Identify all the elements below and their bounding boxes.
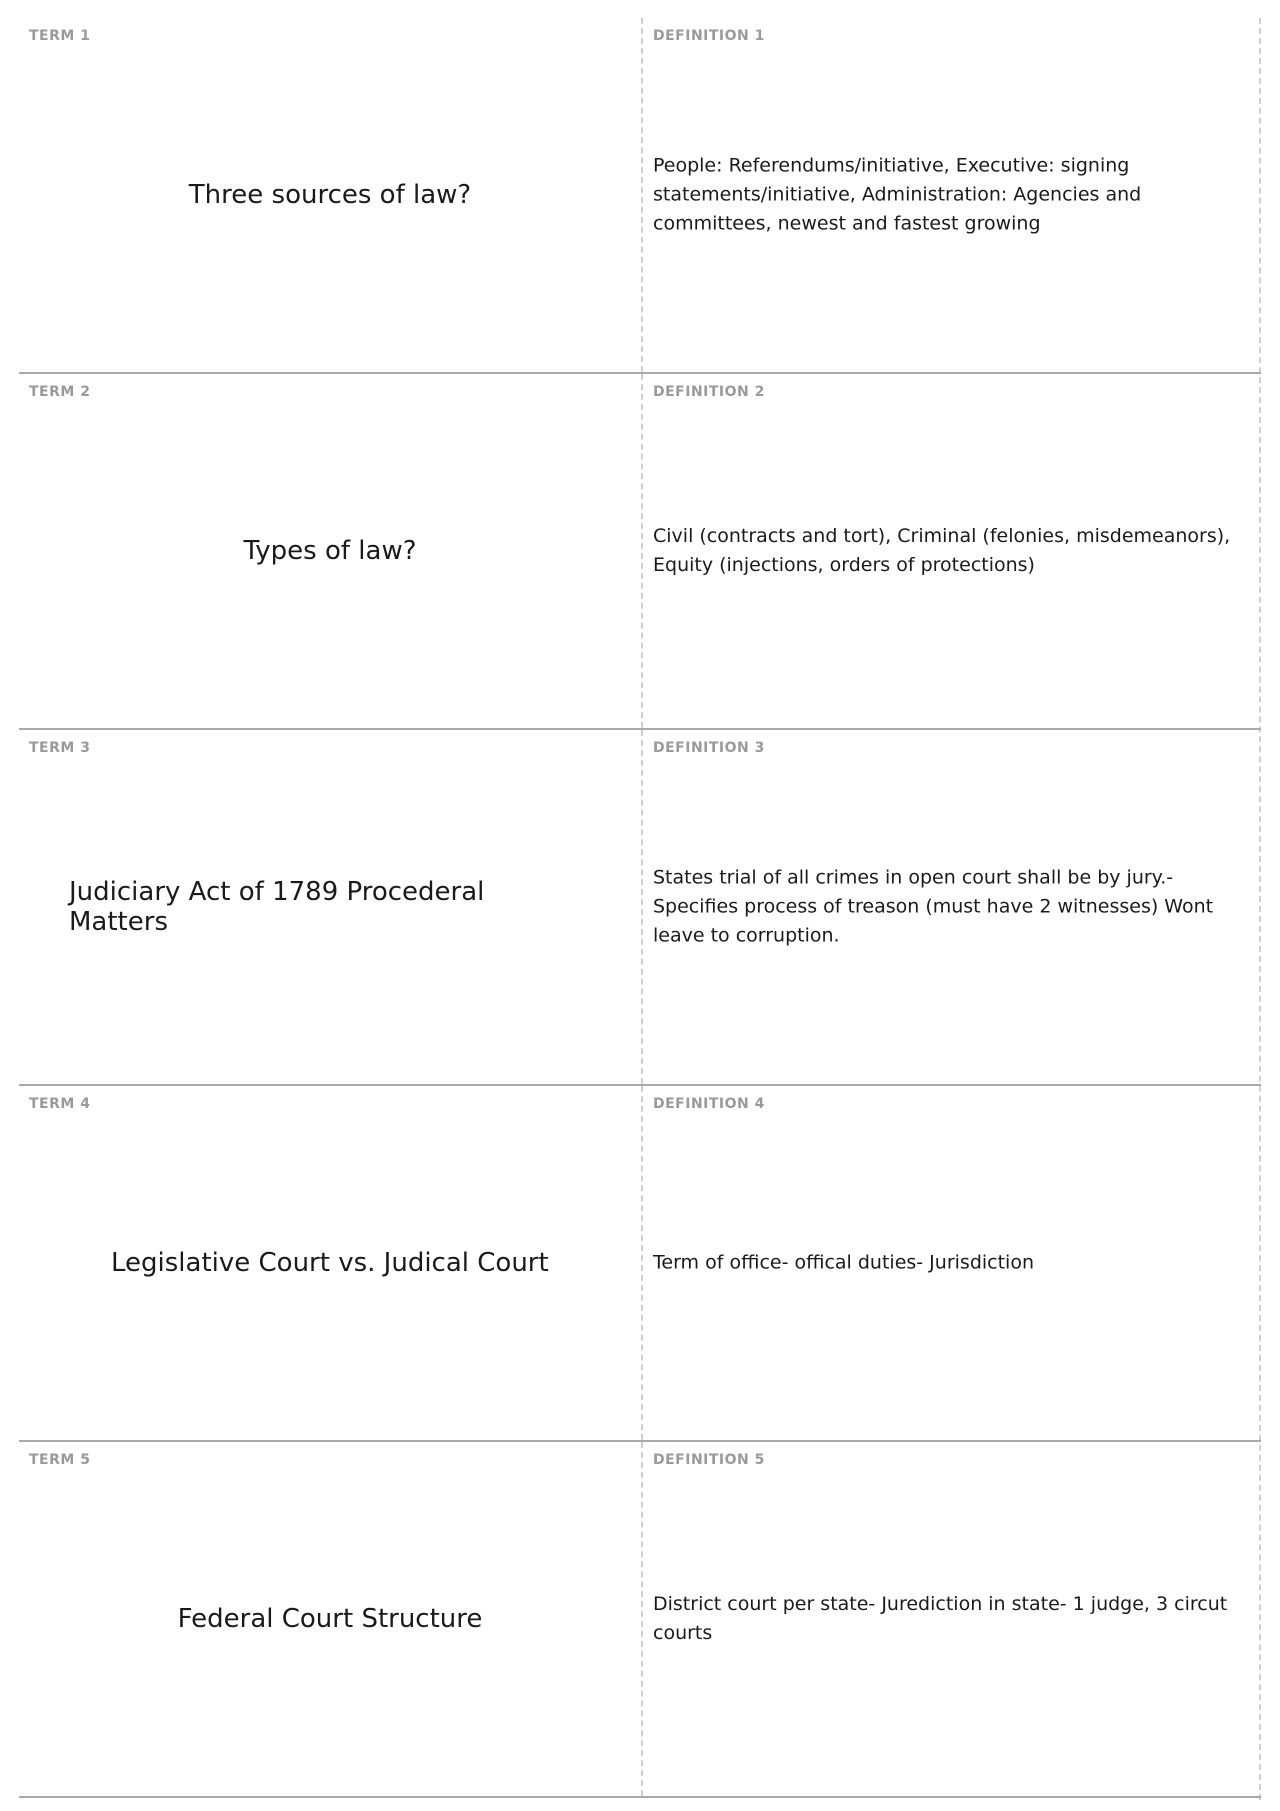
definition-text: District court per state- Jurediction in state- 1 judge, 3 circut courts	[653, 1593, 1228, 1644]
flashcard-row-4	[19, 1086, 1261, 1442]
term-text: Types of law?	[243, 536, 417, 566]
definition-label: DEFINITION 2	[653, 384, 765, 400]
flashcard-sheet	[19, 18, 1261, 1800]
term-label: TERM 2	[29, 384, 91, 400]
flashcard-row-5	[19, 1442, 1261, 1798]
definition-cell	[643, 18, 1261, 372]
term-cell	[19, 1086, 641, 1440]
definition-cell	[643, 1086, 1261, 1440]
term-text: Federal Court Structure	[177, 1604, 483, 1634]
flashcard-row-3	[19, 730, 1261, 1086]
definition-text: People: Referendums/initiative, Executive: signing statements/initiative, Administration: Agencies and committees, newest and fastest growing	[653, 154, 1142, 235]
definition-label: DEFINITION 3	[653, 740, 765, 756]
term-label: TERM 1	[29, 28, 91, 44]
term-label: TERM 4	[29, 1096, 91, 1112]
term-text: Three sources of law?	[188, 180, 472, 210]
term-label: TERM 3	[29, 740, 91, 756]
flashcard-row-1	[19, 18, 1261, 374]
definition-label: DEFINITION 1	[653, 28, 765, 44]
term-cell	[19, 730, 641, 1084]
term-text: Legislative Court vs. Judical Court	[111, 1248, 549, 1278]
definition-cell	[643, 374, 1261, 728]
definition-cell	[643, 1442, 1261, 1796]
term-cell	[19, 374, 641, 728]
definition-text: Civil (contracts and tort), Criminal (felonies, misdemeanors), Equity (injections, orders of protections)	[653, 525, 1231, 576]
definition-text: States trial of all crimes in open court shall be by jury.- Specifies process of treason (must have 2 witnesses) Wont leave to corruption.	[653, 866, 1214, 947]
term-text: Judiciary Act of 1789 Procederal Matters	[69, 877, 485, 937]
flashcard-row-2	[19, 374, 1261, 730]
definition-cell	[643, 730, 1261, 1084]
term-cell	[19, 18, 641, 372]
definition-label: DEFINITION 4	[653, 1096, 765, 1112]
term-label: TERM 5	[29, 1452, 91, 1468]
definition-text: Term of office- offical duties- Jurisdiction	[653, 1251, 1035, 1274]
term-cell	[19, 1442, 641, 1796]
definition-label: DEFINITION 5	[653, 1452, 765, 1468]
